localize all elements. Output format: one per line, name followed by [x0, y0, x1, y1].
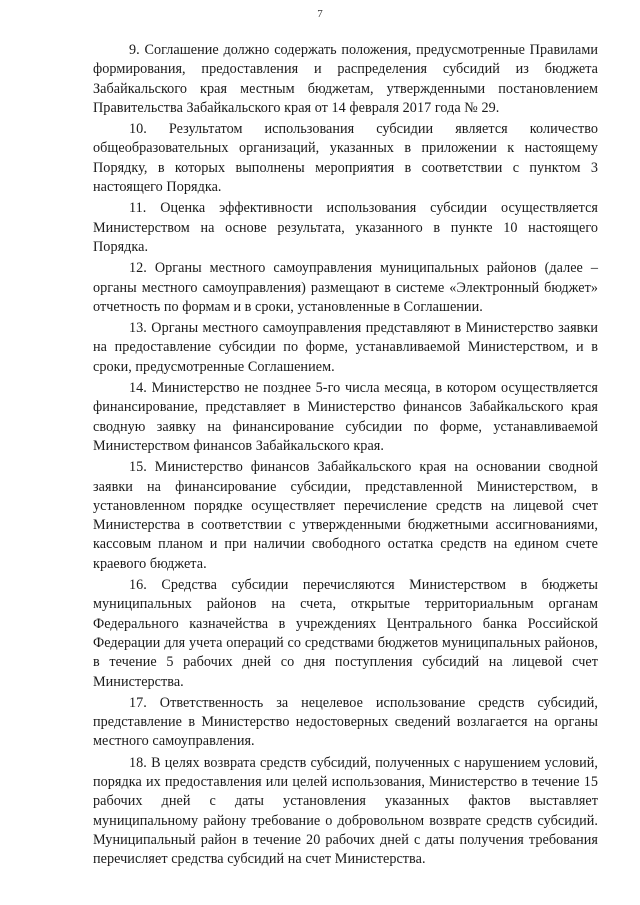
paragraph-17: 17. Ответственность за нецелевое использование средств субсидий, представление в Министерство недостоверных сведений возлагается на органы местного самоуправления. — [93, 694, 598, 750]
paragraph-16: 16. Средства субсидии перечисляются Министерством в бюджеты муниципальных районов на счета, открытые территориальным органам Федерального казначейства в учреждениях Центрального банка Российской Федерации для учета операций со средствами бюджетов муниципальных районов, в течение 5 рабочих дней со дня поступления субсидий на лицевой счет Министерства. — [93, 577, 598, 690]
paragraph-10: 10. Результатом использования субсидии является количество общеобразовательных организаций, указанных в приложении к настоящему Порядку, в которых выполнены мероприятия в соответствии с пунктом 3 настоящего Порядка. — [93, 121, 598, 196]
paragraph-14: 14. Министерство не позднее 5-го числа месяца, в котором осуществляется финансирование, представляет в Министерство финансов Забайкальского края сводную заявку на финансирование субсидии по форме, устанавливаемой Министерством финансов Забайкальского края. — [93, 380, 598, 454]
paragraph-15: 15. Министерство финансов Забайкальского края на основании сводной заявки на финансирование субсидии, представленной Министерством, в установленном порядке осуществляет перечисление средств на лицевой счет Министерства в соответствии с утвержденными бюджетными ассигнованиями, кассовым планом и при наличии свободного остатка средств на едином счете краевого бюджета. — [93, 459, 598, 572]
paragraph-12: 12. Органы местного самоуправления муниципальных районов (далее – органы местного самоуправления) размещают в системе «Электронный бюджет» отчетность по формам и в сроки, установленные в Соглашении. — [93, 260, 598, 315]
paragraph-13: 13. Органы местного самоуправления представляют в Министерство заявки на предоставление субсидии по форме, устанавливаемой Министерством, и в сроки, предусмотренные Соглашением. — [93, 320, 598, 375]
document-body — [93, 41, 598, 871]
page-number: 7 — [317, 8, 323, 20]
paragraph-11: 11. Оценка эффективности использования субсидии осуществляется Министерством на основе результата, указанного в пункте 10 настоящего Порядка. — [93, 200, 598, 255]
paragraph-9: 9. Соглашение должно содержать положения, предусмотренные Правилами формирования, предоставления и распределения субсидий из бюджета Забайкальского края местным бюджетам, утвержденными постановлением Правительства Забайкальского края от 14 февраля 2017 года № 29. — [93, 42, 598, 116]
paragraph-18: 18. В целях возврата средств субсидий, полученных с нарушением условий, порядка их предоставления или целей использования, Министерство в течение 15 рабочих дней с даты установления указанных фактов выставляет муниципальному району требование о добровольном возврате средств субсидий. Муниципальный район в течение 20 рабочих дней с даты получения требования перечисляет средства субсидий на счет Министерства. — [93, 754, 598, 868]
